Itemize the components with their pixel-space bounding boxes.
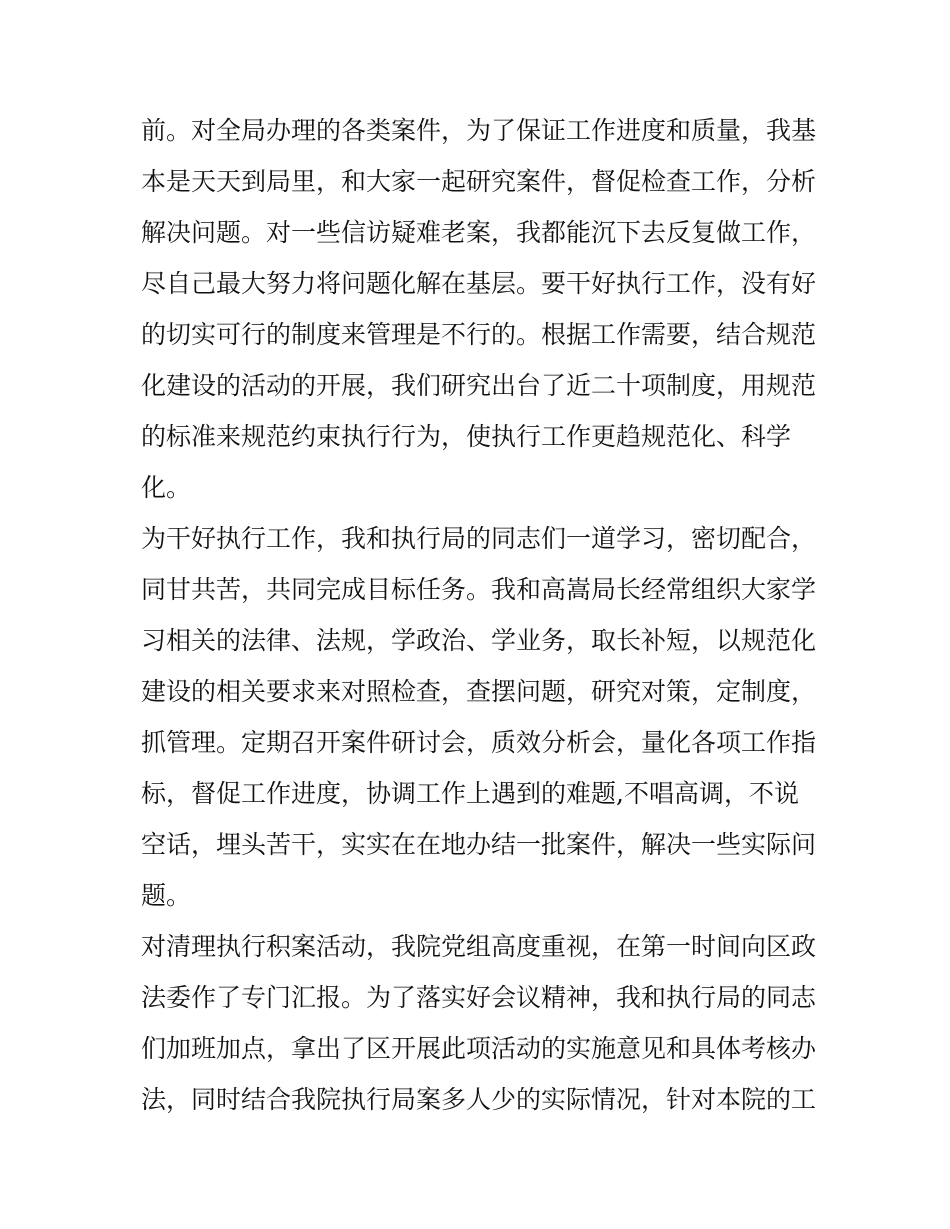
- text-line: 空话，埋头苦干，实实在在地办结一批案件，解决一些实际问: [141, 830, 817, 859]
- text-line: 法委作了专门汇报。为了落实好会议精神，我和执行局的同志: [141, 983, 817, 1012]
- text-line: 化。: [141, 473, 192, 502]
- text-line: 法，同时结合我院执行局案多人少的实际情况，针对本院的工: [141, 1085, 817, 1114]
- text-line: 同甘共苦，共同完成目标任务。我和高嵩局长经常组织大家学: [141, 575, 817, 604]
- text-line: 前。对全局办理的各类案件，为了保证工作进度和质量，我基: [141, 116, 817, 145]
- text-line: 建设的相关要求来对照检查，查摆问题，研究对策，定制度，: [141, 677, 817, 706]
- document-body: [141, 105, 821, 1125]
- text-line: 习相关的法律、法规，学政治、学业务，取长补短，以规范化: [141, 626, 817, 655]
- text-line: 的切实可行的制度来管理是不行的。根据工作需要，结合规范: [141, 320, 817, 349]
- text-line: 化建设的活动的开展，我们研究出台了近二十项制度，用规范: [141, 371, 817, 400]
- text-line: 尽自己最大努力将问题化解在基层。要干好执行工作，没有好: [141, 269, 817, 298]
- text-line: 本是天天到局里，和大家一起研究案件，督促检查工作，分析: [141, 167, 817, 196]
- text-line: 的标准来规范约束执行行为，使执行工作更趋规范化、科学: [141, 422, 792, 451]
- text-line: 抓管理。定期召开案件研讨会，质效分析会，量化各项工作指: [141, 728, 817, 757]
- text-line: 题。: [141, 881, 192, 910]
- text-line: 们加班加点，拿出了区开展此项活动的实施意见和具体考核办: [141, 1034, 817, 1063]
- text-line: 为干好执行工作，我和执行局的同志们一道学习，密切配合，: [141, 524, 817, 553]
- text-line: 对清理执行积案活动，我院党组高度重视，在第一时间向区政: [141, 932, 817, 961]
- text-line: 标，督促工作进度，协调工作上遇到的难题,不唱高调，不说: [141, 779, 799, 808]
- text-line: 解决问题。对一些信访疑难老案，我都能沉下去反复做工作，: [141, 218, 817, 247]
